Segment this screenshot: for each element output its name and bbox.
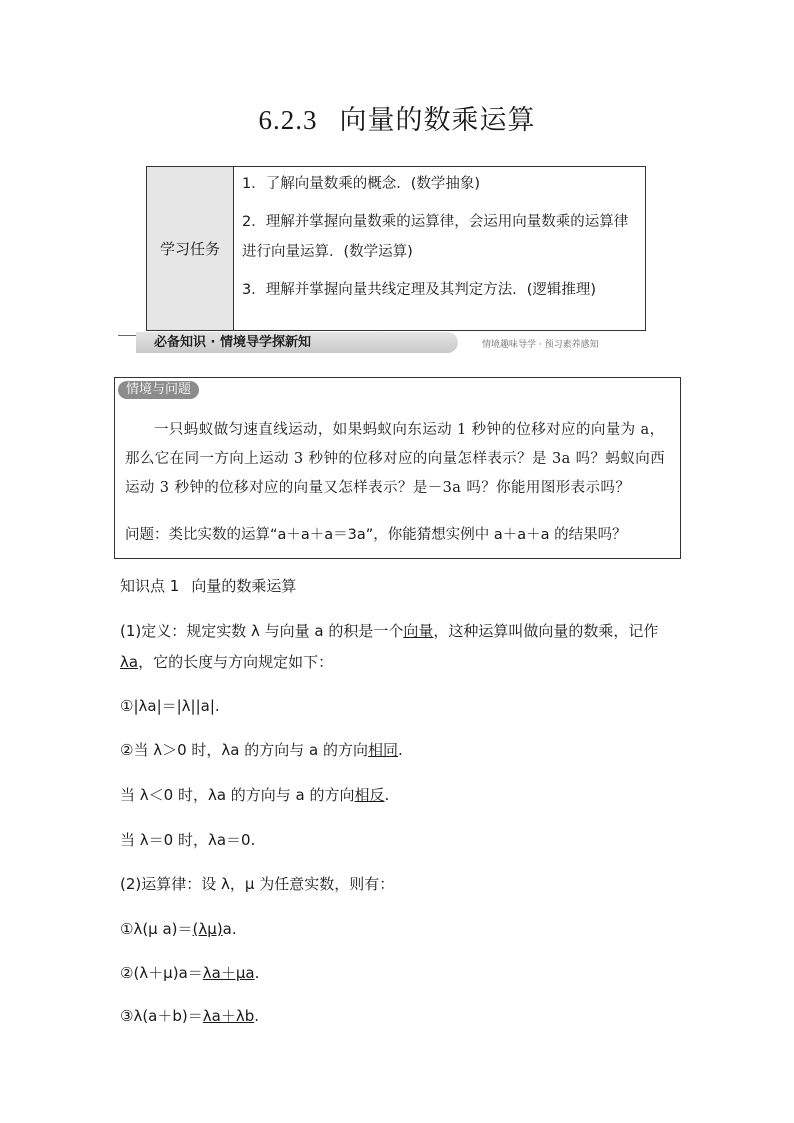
knowledge-point-heading (120, 575, 296, 596)
task-item: 1．了解向量数乘的概念．(数学抽象) (242, 176, 481, 192)
underlined-answer: λa＋λb (202, 1007, 255, 1025)
underlined-answer: 相反 (354, 786, 385, 804)
text: ③λ(a＋b)＝ (120, 1007, 203, 1025)
definition-line-1 (120, 620, 676, 641)
section-subtitle: 情境趣味导学 · 预习素养感知 (482, 340, 599, 350)
task-item: 3．理解并掌握向量共线定理及其判定方法．(逻辑推理) (242, 282, 597, 298)
heading-number: 知识点 1 (120, 577, 180, 595)
task-list (234, 167, 645, 330)
underlined-answer: λa (120, 653, 139, 671)
heading-text: 向量的数乘运算 (191, 577, 297, 595)
law-3: ③λ(a＋b)＝λa＋λb. (120, 1007, 259, 1025)
scenario-question: 问题：类比实数的运算“a＋a＋a＝3a”，你能猜想实例中 a＋a＋a 的结果吗？ (125, 527, 627, 543)
underlined-answer: (λμ) (192, 920, 223, 938)
underlined-answer: 向量 (403, 622, 434, 640)
text: (1)定义：规定实数 λ 与向量 a 的积是一个 (120, 622, 404, 640)
task-label: 学习任务 (147, 167, 234, 330)
underlined-answer: λa＋μa (202, 964, 255, 982)
definition-line-2 (120, 651, 676, 672)
page-title (0, 98, 794, 137)
text: ，这种运算叫做向量的数乘，记作 (433, 622, 659, 640)
title-text: 向量的数乘运算 (339, 105, 536, 136)
text: a. (222, 920, 237, 938)
learning-task-table (146, 166, 646, 331)
section-title: 必备知识 · 情境导学探新知 (136, 332, 458, 353)
text: ①λ(μ a)＝ (120, 920, 193, 938)
text: ②当 λ＞0 时，λa 的方向与 a 的方向 (120, 741, 368, 759)
law-1 (120, 918, 676, 939)
rule-3: 当 λ＜0 时，λa 的方向与 a 的方向相反. (120, 786, 390, 804)
rule-1: ①|λa|＝|λ||a|. (120, 697, 220, 715)
scenario-paragraph (125, 416, 673, 503)
rule-2: ②当 λ＞0 时，λa 的方向与 a 的方向相同. (120, 741, 403, 759)
text: 当 λ＜0 时，λa 的方向与 a 的方向 (120, 786, 355, 804)
scenario-box (114, 377, 681, 559)
title-number: 6.2.3 (258, 105, 318, 135)
divider (118, 335, 136, 336)
text: ，它的长度与方向规定如下： (138, 653, 334, 671)
underlined-answer: 相同 (367, 741, 398, 759)
task-item: 2．理解并掌握向量数乘的运算律，会运用向量数乘的运算律进行向量运算．(数学运算) (242, 214, 629, 260)
law-intro: (2)运算律：设 λ，μ 为任意实数，则有： (120, 875, 395, 893)
scenario-tag: 情境与问题 (118, 381, 199, 399)
section-header (118, 332, 648, 354)
law-2: ②(λ＋μ)a＝λa＋μa. (120, 964, 260, 982)
text: ②(λ＋μ)a＝ (120, 964, 203, 982)
scenario-paragraph-text: 一只蚂蚁做匀速直线运动，如果蚂蚁向东运动 1 秒钟的位移对应的向量为 a，那么它在同一方向上运动 3 秒钟的位移对应的向量怎样表示？是 3a 吗？蚂蚁向西运动 3 秒钟的位移对应的向量又怎样表示？是－3a 吗？你能用图形表示吗？ (125, 422, 666, 496)
rule-4: 当 λ＝0 时，λa＝0. (120, 831, 256, 849)
